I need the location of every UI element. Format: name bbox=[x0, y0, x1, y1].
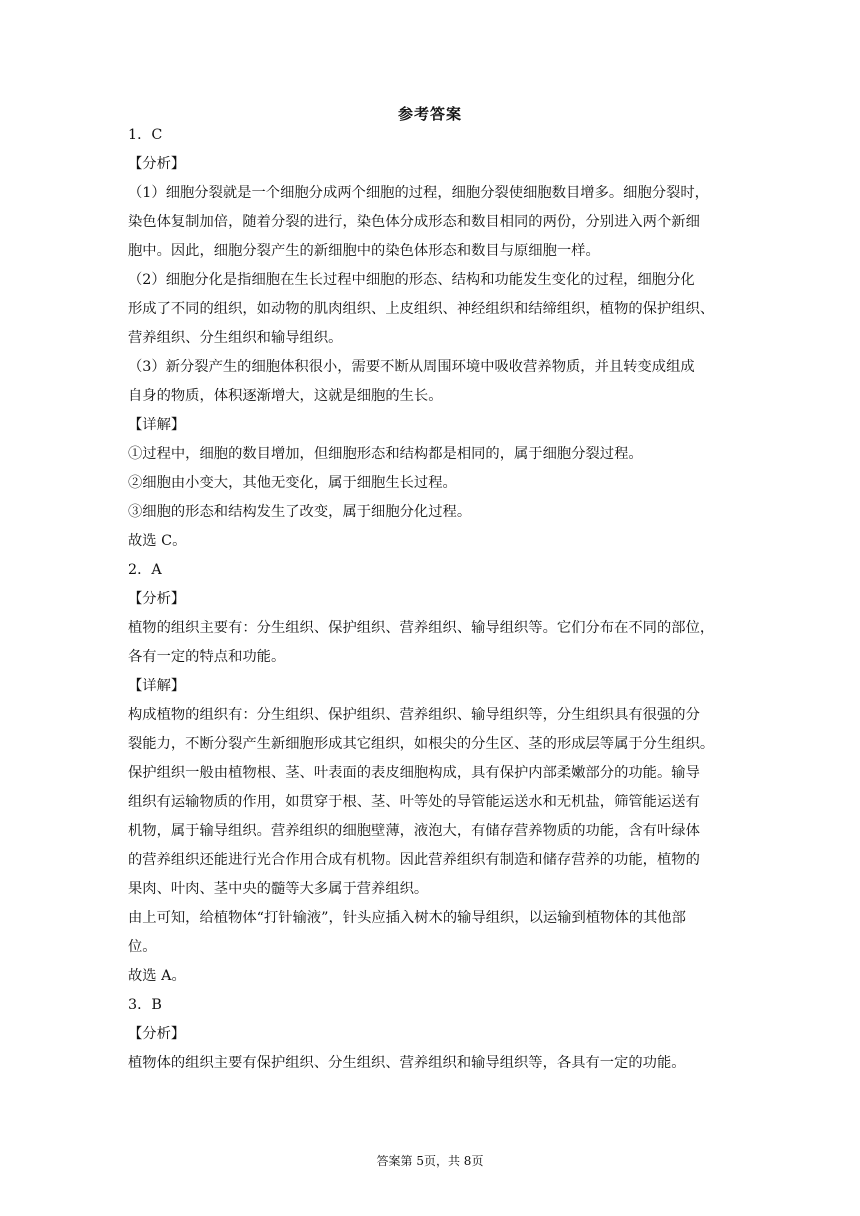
text-line: 【详解】 bbox=[128, 417, 186, 433]
text-line: 2．A bbox=[128, 562, 162, 578]
text-line: （3）新分裂产生的细胞体积很小，需要不断从周围环境中吸收营养物质，并且转变成组成 bbox=[128, 359, 695, 375]
text-line: 由上可知，给植物体“打针输液”，针头应插入树木的输导组织，以运输到植物体的其他部 bbox=[128, 910, 686, 926]
text-line: 保护组织一般由植物根、茎、叶表面的表皮细胞构成，具有保护内部柔嫩部分的功能。输导 bbox=[128, 765, 700, 781]
text-line: 1．C bbox=[128, 127, 163, 143]
text-line: 胞中。因此，细胞分裂产生的新细胞中的染色体形态和数目与原细胞一样。 bbox=[128, 243, 600, 259]
text-line: ③细胞的形态和结构发生了改变，属于细胞分化过程。 bbox=[128, 504, 472, 520]
text-line: 机物，属于输导组织。营养组织的细胞壁薄，液泡大，有储存营养物质的功能，含有叶绿体 bbox=[128, 823, 700, 839]
text-line: 植物的组织主要有：分生组织、保护组织、营养组织、输导组织等。它们分布在不同的部位， bbox=[128, 620, 715, 636]
text-line: 营养组织、分生组织和输导组织。 bbox=[128, 330, 343, 346]
text-line: 故选 A。 bbox=[128, 968, 186, 984]
text-line: 构成植物的组织有：分生组织、保护组织、营养组织、输导组织等，分生组织具有很强的分 bbox=[128, 707, 700, 723]
text-line: 位。 bbox=[128, 939, 157, 955]
text-line: 【分析】 bbox=[128, 1026, 186, 1042]
text-line: ②细胞由小变大，其他无变化，属于细胞生长过程。 bbox=[128, 475, 457, 491]
text-line: 【分析】 bbox=[128, 156, 186, 172]
text-line: 染色体复制加倍，随着分裂的进行，染色体分成形态和数目相同的两份，分别进入两个新细 bbox=[128, 214, 700, 230]
text-line: 故选 C。 bbox=[128, 533, 187, 549]
text-line: （1）细胞分裂就是一个细胞分成两个细胞的过程，细胞分裂使细胞数目增多。细胞分裂时， bbox=[128, 185, 709, 201]
text-line: 裂能力，不断分裂产生新细胞形成其它组织，如根尖的分生区、茎的形成层等属于分生组织。 bbox=[128, 736, 715, 752]
text-line: 组织有运输物质的作用，如贯穿于根、茎、叶等处的导管能运送水和无机盐，筛管能运送有 bbox=[128, 794, 700, 810]
text-line: ①过程中，细胞的数目增加，但细胞形态和结构都是相同的，属于细胞分裂过程。 bbox=[128, 446, 643, 462]
text-line: 果肉、叶肉、茎中央的髓等大多属于营养组织。 bbox=[128, 881, 429, 897]
text-line: 自身的物质，体积逐渐增大，这就是细胞的生长。 bbox=[128, 388, 443, 404]
text-line: 3．B bbox=[128, 997, 162, 1013]
text-line: 形成了不同的组织，如动物的肌肉组织、上皮组织、神经组织和结缔组织，植物的保护组织、 bbox=[128, 301, 715, 317]
text-line: 的营养组织还能进行光合作用合成有机物。因此营养组织有制造和储存营养的功能，植物的 bbox=[128, 852, 700, 868]
text-line: 【分析】 bbox=[128, 591, 186, 607]
text-line: 【详解】 bbox=[128, 678, 186, 694]
text-line: （2）细胞分化是指细胞在生长过程中细胞的形态、结构和功能发生变化的过程，细胞分化 bbox=[128, 272, 695, 288]
answer-content bbox=[128, 121, 732, 1078]
text-line: 各有一定的特点和功能。 bbox=[128, 649, 286, 665]
text-line: 植物体的组织主要有保护组织、分生组织、营养组织和输导组织等，各具有一定的功能。 bbox=[128, 1055, 686, 1071]
page-footer: 答案第 5页，共 8页 bbox=[376, 1154, 484, 1168]
page-title: 参考答案 bbox=[397, 105, 462, 123]
